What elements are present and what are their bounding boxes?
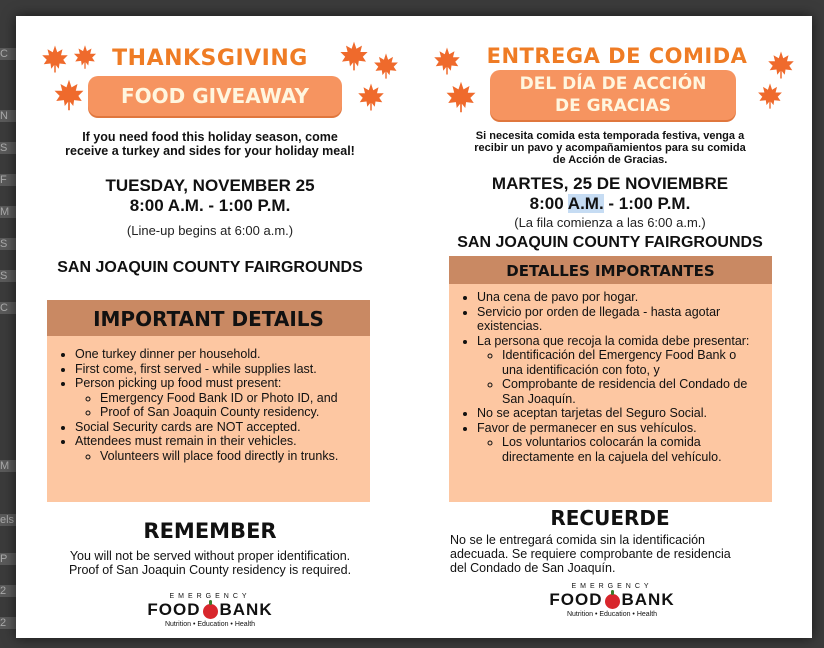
remember-line: adecuada. Se requiere comprobante de residencia <box>450 547 731 561</box>
background-letter: S <box>0 238 16 250</box>
remember-line: You will not be served without proper identification. <box>69 549 351 563</box>
remember-line: No se le entregará comida sin la identificación <box>450 533 705 547</box>
background-letter: 2 <box>0 617 16 629</box>
list-item: • Una cena de pavo por hogar. <box>477 290 756 305</box>
maple-leaf-icon <box>444 80 478 114</box>
maple-leaf-icon <box>432 46 462 76</box>
intro-text <box>30 130 390 158</box>
maple-leaf-icon <box>372 52 400 80</box>
flyer-title: ENTREGA DE COMIDA <box>486 44 748 68</box>
event-venue: SAN JOAQUIN COUNTY FAIRGROUNDS <box>457 234 763 251</box>
selected-text[interactable]: A.M. <box>567 194 604 213</box>
apple-icon <box>605 594 620 609</box>
event-day: TUESDAY, NOVEMBER 25 <box>105 176 315 195</box>
remember-text <box>30 549 390 577</box>
list-item: ◦ Volunteers will place food directly in trunks. <box>100 449 340 464</box>
remember-line: del Condado de San Joaquín. <box>450 561 616 575</box>
background-letter: C <box>0 48 16 60</box>
remember-heading: REMEMBER <box>143 519 277 543</box>
flyer-title-pill: FOOD GIVEAWAY <box>88 76 342 116</box>
maple-leaf-icon <box>40 44 70 74</box>
logo-wordmark <box>532 590 692 610</box>
english-flyer <box>30 16 363 638</box>
list-item <box>477 334 756 407</box>
food-bank-logo <box>532 583 692 618</box>
background-letter: P <box>0 553 16 565</box>
details-list <box>47 336 370 463</box>
list-item: • First come, first served - while supplies last. <box>75 362 370 377</box>
list-item: ◦ Identificación del Emergency Food Bank o una identificación con foto, y <box>502 348 756 377</box>
background-letter: S <box>0 142 16 154</box>
maple-leaf-icon <box>72 44 98 70</box>
logo-tagline: Nutrition • Education • Health <box>566 611 658 618</box>
event-time: 8:00 A.M. - 1:00 P.M. <box>129 196 291 215</box>
list-item: ◦ Comprobante de residencia del Condado de San Joaquín. <box>502 377 756 406</box>
list-item: ◦ Emergency Food Bank ID or Photo ID, and <box>100 391 346 406</box>
list-item: • One turkey dinner per household. <box>75 347 370 362</box>
remember-text <box>432 533 788 575</box>
food-bank-logo <box>130 593 290 628</box>
document-viewer[interactable] <box>16 16 812 638</box>
intro-line: recibir un pavo y acompañamientos para su comida <box>474 142 746 154</box>
intro-line: Si necesita comida esta temporada festiva, venga a <box>475 130 745 142</box>
maple-leaf-icon <box>756 82 784 110</box>
title-pill-line: DEL DÍA DE ACCIÓN <box>519 74 707 94</box>
list-item: ◦ Los voluntarios colocarán la comida directamente en la cajuela del vehículo. <box>502 435 756 464</box>
background-letter: M <box>0 460 16 472</box>
background-letter: C <box>0 302 16 314</box>
line-up-note: (Line-up begins at 6:00 a.m.) <box>126 223 294 238</box>
background-letter: els <box>0 514 15 526</box>
details-sublist <box>75 391 370 420</box>
details-sublist <box>477 435 756 464</box>
details-sublist <box>477 348 756 406</box>
intro-text <box>432 130 788 166</box>
list-item-label: Person picking up food must present: <box>75 376 282 390</box>
intro-line: de Acción de Gracias. <box>552 154 668 166</box>
background-letter: N <box>0 110 16 122</box>
list-item: • No se aceptan tarjetas del Seguro Social. <box>477 406 756 421</box>
maple-leaf-icon <box>356 82 386 112</box>
list-item-label: Attendees must remain in their vehicles. <box>75 434 297 448</box>
event-time <box>432 194 788 214</box>
list-item: • Servicio por orden de llegada - hasta agotar existencias. <box>477 305 756 334</box>
spanish-flyer <box>432 16 762 638</box>
remember-heading: RECUERDE <box>550 506 670 530</box>
event-day: MARTES, 25 DE NOVIEMBRE <box>491 174 729 193</box>
logo-bank: BANK <box>621 590 675 609</box>
logo-food: FOOD <box>147 600 201 619</box>
intro-line: receive a turkey and sides for your holiday meal! <box>65 144 355 158</box>
logo-bank: BANK <box>219 600 273 619</box>
remember-line: Proof of San Joaquin County residency is required. <box>68 563 352 577</box>
background-letter: M <box>0 206 16 218</box>
logo-top-text: EMERGENCY <box>169 593 251 600</box>
logo-food: FOOD <box>549 590 603 609</box>
important-details-heading: DETALLES IMPORTANTES <box>449 256 772 284</box>
logo-top-text: EMERGENCY <box>571 583 653 590</box>
list-item: ◦ Proof of San Joaquin County residency. <box>100 405 346 420</box>
event-date <box>30 176 390 216</box>
list-item-label: Favor de permanecer en sus vehículos. <box>477 420 697 435</box>
event-time-end: - 1:00 P.M. <box>603 194 691 213</box>
maple-leaf-icon <box>338 40 370 72</box>
important-details-box <box>47 300 370 502</box>
important-details-box <box>449 256 772 502</box>
list-item <box>75 376 370 420</box>
list-item-label: La persona que recoja la comida debe presentar: <box>477 333 750 348</box>
list-item <box>477 421 756 465</box>
intro-line: If you need food this holiday season, come <box>82 130 338 144</box>
apple-icon <box>203 604 218 619</box>
line-up-note: (La fila comienza a las 6:00 a.m.) <box>514 215 706 230</box>
background-letter: S <box>0 270 16 282</box>
logo-tagline: Nutrition • Education • Health <box>164 621 256 628</box>
details-list <box>449 284 772 464</box>
flyer-title: THANKSGIVING <box>112 46 308 71</box>
background-letter: 2 <box>0 585 16 597</box>
flyer-title-pill <box>490 70 736 120</box>
logo-wordmark <box>130 600 290 620</box>
maple-leaf-icon <box>52 78 86 112</box>
details-sublist <box>75 449 370 464</box>
important-details-heading: IMPORTANT DETAILS <box>47 300 370 336</box>
event-time-start: 8:00 <box>529 194 568 213</box>
title-pill-line: DE GRACIAS <box>554 96 672 116</box>
background-letter: F <box>0 174 16 186</box>
event-venue: SAN JOAQUIN COUNTY FAIRGROUNDS <box>57 259 363 276</box>
list-item: • Social Security cards are NOT accepted. <box>75 420 370 435</box>
event-date <box>432 174 788 214</box>
list-item <box>75 434 370 463</box>
